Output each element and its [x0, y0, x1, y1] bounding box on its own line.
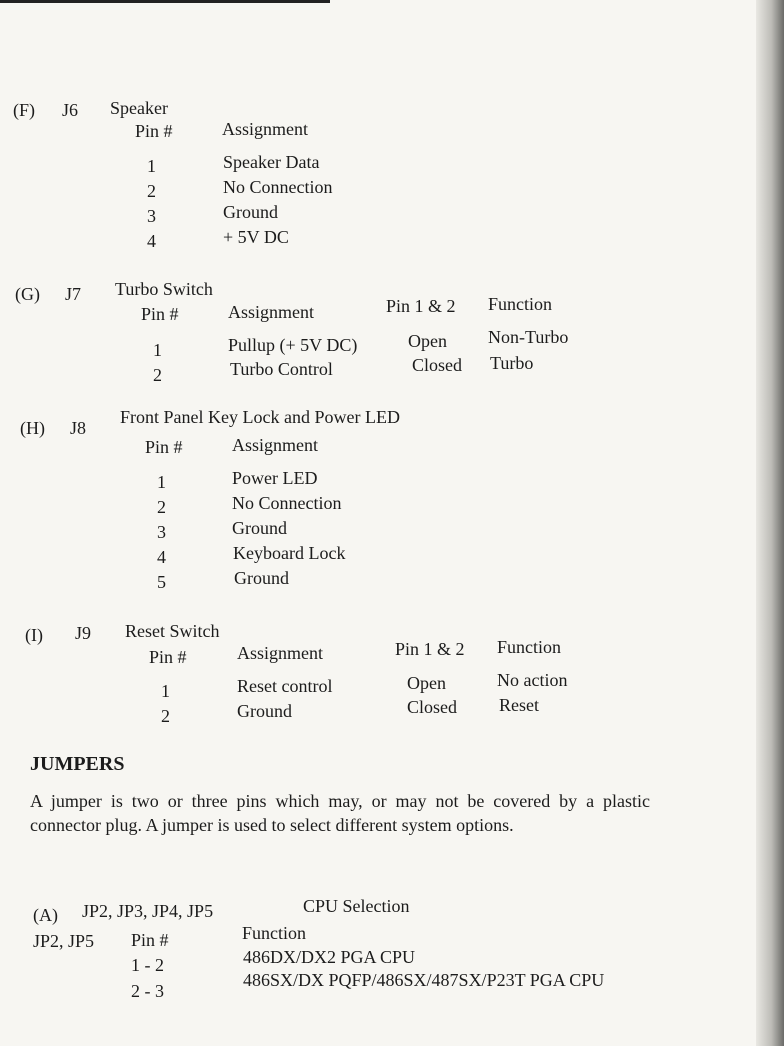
- assignment-header: Assignment: [222, 119, 309, 139]
- function-value: Non-Turbo: [488, 327, 569, 347]
- function-value: No action: [497, 670, 568, 690]
- function-value: 486DX/DX2 PGA CPU: [243, 947, 416, 967]
- pin-number: 2: [147, 181, 156, 201]
- pin-header: Pin #: [149, 647, 187, 667]
- connector-id: J6: [62, 100, 79, 120]
- pin-assignment: Power LED: [232, 468, 318, 488]
- assignment-header: Assignment: [232, 435, 319, 455]
- function-value: 486SX/DX PQFP/486SX/487SX/P23T PGA CPU: [243, 970, 605, 990]
- pin-assignment: Turbo Control: [230, 359, 333, 379]
- connector-id: J9: [75, 623, 92, 643]
- pin-assignment: Speaker Data: [223, 152, 320, 172]
- connector-id: J8: [70, 418, 87, 438]
- page-top-edge: [0, 0, 330, 3]
- pin-number: 1: [161, 681, 170, 701]
- pin12-state: Closed: [412, 355, 463, 375]
- pin-number: 3: [147, 206, 156, 226]
- pin-header: Pin #: [135, 121, 173, 141]
- function-header: Function: [488, 294, 553, 314]
- pin-assignment: No Connection: [223, 177, 333, 197]
- jumpers-heading: JUMPERS: [30, 753, 125, 775]
- page-binding-shadow: [756, 0, 784, 1046]
- pin12-header: Pin 1 & 2: [395, 639, 465, 659]
- jumpers-description: A jumper is two or three pins which may, or may not be covered by a plastic connector plug. A jumper is used to select different system options.: [30, 791, 650, 835]
- assignment-header: Assignment: [237, 643, 324, 663]
- function-header: Function: [242, 923, 307, 943]
- pin-number: 1 - 2: [131, 955, 164, 975]
- section-letter: (I): [25, 625, 43, 645]
- function-value: Reset: [499, 695, 539, 715]
- section-title: Front Panel Key Lock and Power LED: [120, 407, 400, 427]
- pin-number: 3: [157, 522, 166, 542]
- pin-header: Pin #: [141, 304, 179, 324]
- pin-assignment: Pullup (+ 5V DC): [228, 335, 358, 355]
- pin-number: 2: [153, 365, 162, 385]
- section-letter: (H): [20, 418, 45, 438]
- jumper-sub-ids: JP2, JP5: [33, 931, 95, 951]
- section-title: Turbo Switch: [115, 279, 213, 299]
- pin-header: Pin #: [131, 930, 169, 950]
- pin-header: Pin #: [145, 437, 183, 457]
- pin-assignment: No Connection: [232, 493, 342, 513]
- pin-number: 2: [157, 497, 166, 517]
- pin-number: 4: [157, 547, 166, 567]
- pin-number: 5: [157, 572, 166, 592]
- pin12-header: Pin 1 & 2: [386, 296, 456, 316]
- pin-assignment: Keyboard Lock: [233, 543, 346, 563]
- section-title: Speaker: [110, 98, 168, 118]
- pin-number: 1: [147, 156, 156, 176]
- pin12-state: Open: [407, 673, 446, 693]
- connector-id: J7: [65, 284, 82, 304]
- section-letter: (G): [15, 284, 40, 304]
- section-title: CPU Selection: [303, 896, 410, 916]
- assignment-header: Assignment: [228, 302, 315, 322]
- section-title: Reset Switch: [125, 621, 220, 641]
- pin-assignment: Ground: [237, 701, 292, 721]
- pin12-state: Closed: [407, 697, 458, 717]
- pin-assignment: Ground: [234, 568, 289, 588]
- pin-number: 1: [153, 340, 162, 360]
- pin-assignment: Reset control: [237, 676, 333, 696]
- jumper-ids: JP2, JP3, JP4, JP5: [82, 901, 214, 921]
- pin-number: 2: [161, 706, 170, 726]
- function-header: Function: [497, 637, 562, 657]
- function-value: Turbo: [490, 353, 534, 373]
- pin12-state: Open: [408, 331, 447, 351]
- section-letter: (A): [33, 905, 58, 925]
- pin-assignment: Ground: [223, 202, 278, 222]
- pin-number: 4: [147, 231, 156, 251]
- pin-assignment: + 5V DC: [223, 227, 289, 247]
- section-letter: (F): [13, 100, 35, 120]
- pin-assignment: Ground: [232, 518, 287, 538]
- pin-number: 1: [157, 472, 166, 492]
- pin-number: 2 - 3: [131, 981, 164, 1001]
